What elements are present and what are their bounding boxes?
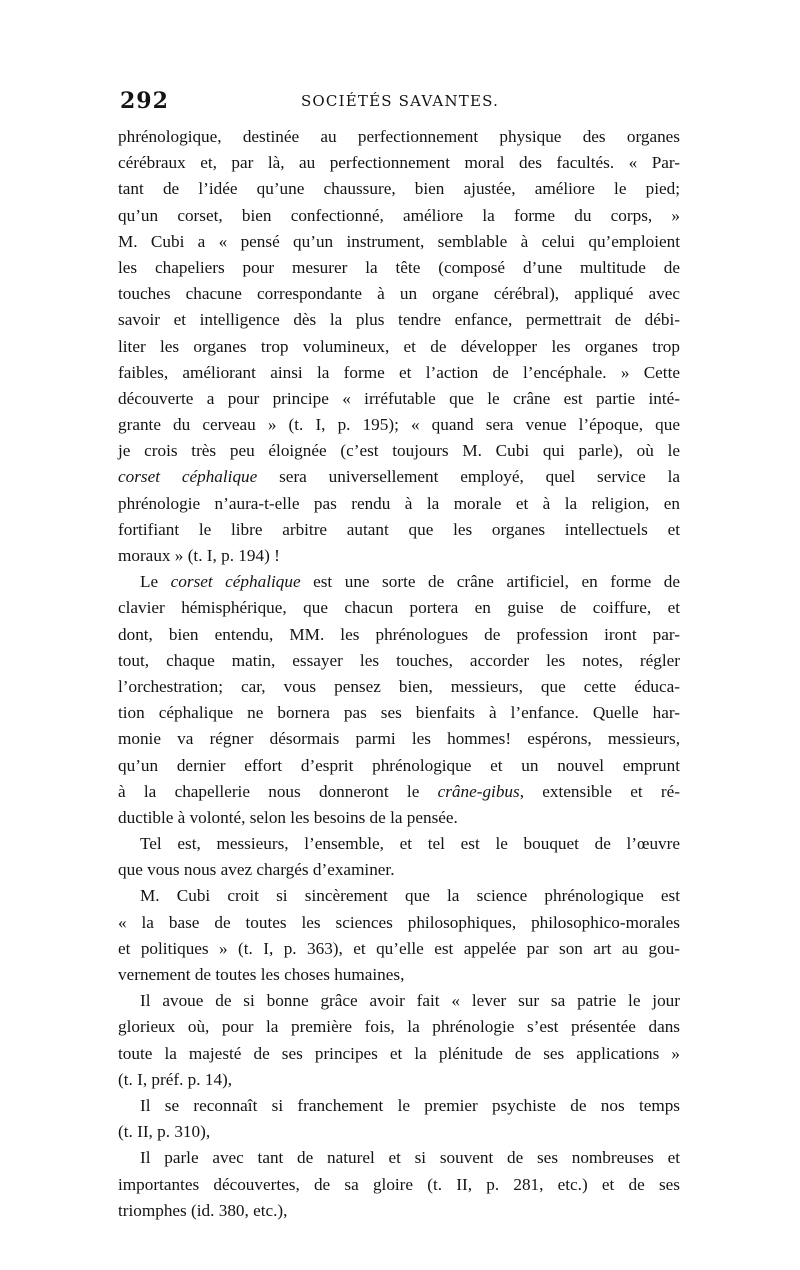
text-line: vernement de toutes les choses humaines, <box>118 965 405 984</box>
text-line: (t. I, préf. p. 14), <box>118 1069 233 1089</box>
text-line: savoir et intelligence dès la plus tendre enfance, permettrait de débi- <box>118 310 680 330</box>
body-text <box>118 124 680 1224</box>
text-segment: à la chapellerie nous donneront le <box>118 781 438 801</box>
text-line <box>118 464 680 490</box>
text-line: « la base de toutes les sciences philosophiques, philosophico-morales <box>118 912 680 932</box>
text-line: faibles, améliorant ainsi la forme et l’action de l’encéphale. » Cette <box>118 362 680 382</box>
text-line: importantes découvertes, de sa gloire (t. II, p. 281, etc.) et de ses <box>118 1174 680 1194</box>
text-segment: , extensible et ré- <box>519 781 680 801</box>
text-line <box>118 779 680 805</box>
italic-term: crâne-gibus <box>437 781 520 801</box>
text-line: (t. II, p. 310), <box>118 1122 211 1142</box>
text-line: les chapeliers pour mesurer la tête (composé d’une multitude de <box>118 257 680 277</box>
text-line: l’orchestration; car, vous pensez bien, messieurs, que cette éduca- <box>118 676 680 696</box>
text-line: Tel est, messieurs, l’ensemble, et tel est le bouquet de l’œuvre <box>140 834 680 854</box>
text-line: toute la majesté de ses principes et la plénitude de ses applications » <box>118 1043 680 1063</box>
text-line: M. Cubi croit si sincèrement que la science phrénologique est <box>140 886 680 906</box>
text-line: tion céphalique ne bornera pas ses bienfaits à l’enfance. Quelle har- <box>118 703 680 723</box>
text-line: que vous nous avez chargés d’examiner. <box>118 860 395 880</box>
text-line: phrénologie n’aura-t-elle pas rendu à la morale et à la religion, en <box>118 493 680 513</box>
text-segment: sera universellement employé, quel service la <box>257 467 680 487</box>
text-line: ductible à volonté, selon les besoins de la pensée. <box>118 807 458 827</box>
text-line: phrénologique, destinée au perfectionnement physique des organes <box>118 127 680 146</box>
text-line: dont, bien entendu, MM. les phrénologues de profession iront par- <box>118 624 680 644</box>
text-line: Il se reconnaît si franchement le premier psychiste de nos temps <box>140 1095 680 1115</box>
text-line: grante du cerveau » (t. I, p. 195); « quand sera venue l’époque, que <box>118 415 680 435</box>
text-segment: est une sorte de crâne artificiel, en forme de <box>300 572 680 592</box>
text-line: monie va régner désormais parmi les hommes! espérons, messieurs, <box>118 729 680 749</box>
text-line: fortifiant le libre arbitre autant que les organes intellectuels et <box>118 519 680 539</box>
text-line: glorieux où, pour la première fois, la phrénologie s’est présentée dans <box>118 1017 680 1037</box>
text-line <box>118 569 680 595</box>
text-line: tant de l’idée qu’une chaussure, bien ajustée, améliore le pied; <box>118 179 680 199</box>
text-line: Il avoue de si bonne grâce avoir fait « lever sur sa patrie le jour <box>140 991 680 1011</box>
text-line: cérébraux et, par là, au perfectionnement moral des facultés. « Par- <box>118 153 680 173</box>
text-line: tout, chaque matin, essayer les touches, accorder les notes, régler <box>118 650 680 670</box>
text-line: qu’un dernier effort d’esprit phrénologique et un nouvel emprunt <box>118 755 680 775</box>
text-line: clavier hémisphérique, que chacun portera en guise de coiffure, et <box>118 598 680 618</box>
italic-term: corset céphalique <box>170 572 301 592</box>
text-segment: Le <box>140 572 171 592</box>
text-line: M. Cubi a « pensé qu’un instrument, semblable à celui qu’emploient <box>118 231 680 251</box>
text-line: touches chacune correspondante à un organe cérébral), appliqué avec <box>118 284 680 304</box>
text-line: je crois très peu éloignée (c’est toujours M. Cubi qui parle), où le <box>118 441 680 461</box>
text-line: et politiques » (t. I, p. 363), et qu’elle est appelée par son art au gou- <box>118 938 680 958</box>
text-line: liter les organes trop volumineux, et de développer les organes trop <box>118 336 680 356</box>
text-line: moraux » (t. I, p. 194) ! <box>118 546 280 565</box>
page-number: 292 <box>120 88 169 114</box>
text-line: triomphes (id. 380, etc.), <box>118 1200 288 1220</box>
text-line: découverte a pour principe « irréfutable que le crâne est partie inté- <box>118 388 680 408</box>
text-line: Il parle avec tant de naturel et si souvent de ses nombreuses et <box>140 1148 680 1168</box>
running-title: SOCIÉTÉS SAVANTES. <box>300 92 500 110</box>
page-header <box>120 88 680 118</box>
text-line: qu’un corset, bien confectionné, améliore la forme du corps, » <box>118 205 680 225</box>
italic-term: corset céphalique <box>118 467 258 487</box>
